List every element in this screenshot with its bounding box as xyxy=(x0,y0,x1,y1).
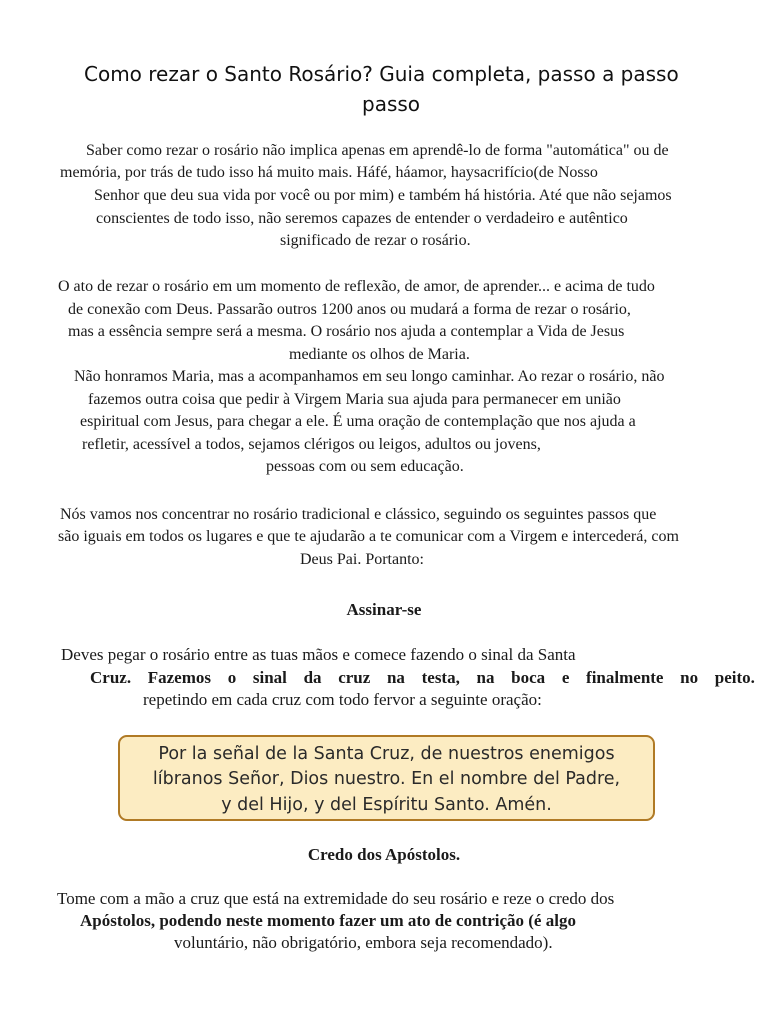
justified-word: peito. xyxy=(714,668,755,687)
justified-word: Fazemos xyxy=(147,668,212,687)
paragraph-2-line-4: mediante os olhos de Maria. xyxy=(289,346,470,363)
paragraph-4-line-1: Nós vamos nos concentrar no rosário tradicional e clássico, seguindo os seguintes passos que xyxy=(60,506,657,523)
section-2-line-3: voluntário, não obrigatório, embora seja recomendado). xyxy=(174,933,553,952)
prayer-line-2: líbranos Señor, Dios nuestro. En el nombre del Padre, xyxy=(152,769,621,789)
paragraph-2-line-1: O ato de rezar o rosário em um momento de reflexão, de amor, de aprender... e acima de tudo xyxy=(58,278,655,295)
paragraph-2-line-3: mas a essência sempre será a mesma. O rosário nos ajuda a contemplar a Vida de Jesus xyxy=(68,323,625,340)
justified-word: o xyxy=(227,668,237,687)
justified-word: cruz xyxy=(338,668,371,687)
section-1-line-3: repetindo em cada cruz com todo fervor a seguinte oração: xyxy=(143,690,542,709)
prayer-line-1: Por la señal de la Santa Cruz, de nuestros enemigos xyxy=(158,744,615,764)
justified-word: Cruz. xyxy=(90,668,132,687)
paragraph-2-line-2: de conexão com Deus. Passarão outros 1200 anos ou mudará a forma de rezar o rosário, xyxy=(68,301,631,318)
justified-word: no xyxy=(680,668,699,687)
section-1-line-1: Deves pegar o rosário entre as tuas mãos e comece fazendo o sinal da Santa xyxy=(61,645,576,664)
justified-word: e xyxy=(561,668,570,687)
prayer-box xyxy=(118,735,655,821)
justified-word: sinal xyxy=(252,668,287,687)
section-1-line-2 xyxy=(90,668,755,688)
paragraph-1-line-5: significado de rezar o rosário. xyxy=(280,232,471,249)
justified-word: da xyxy=(303,668,322,687)
justified-word: na xyxy=(476,668,495,687)
page-title-line2: passo xyxy=(362,92,421,116)
paragraph-3-line-1: Não honramos Maria, mas a acompanhamos em seu longo caminhar. Ao rezar o rosário, não xyxy=(74,368,665,385)
justified-word: na xyxy=(386,668,405,687)
page-title-line1: Como rezar o Santo Rosário? Guia completa, passo a passo xyxy=(84,62,679,86)
paragraph-1-line-4: conscientes de todo isso, não seremos capazes de entender o verdadeiro e autêntico xyxy=(96,210,628,227)
paragraph-1-line-1: Saber como rezar o rosário não implica apenas em aprendê-lo de forma "automática" ou de xyxy=(86,142,669,159)
paragraph-3-line-5: pessoas com ou sem educação. xyxy=(266,458,464,475)
justified-word: finalmente xyxy=(586,668,664,687)
section-heading-assinar: Assinar-se xyxy=(346,600,422,619)
justified-word: testa, xyxy=(421,668,460,687)
paragraph-4-line-2: são iguais em todos os lugares e que te ajudarão a te comunicar com a Virgem e intercederá, com xyxy=(58,528,679,545)
paragraph-1-line-2: memória, por trás de tudo isso há muito mais. Háfé, háamor, haysacrifício(de Nosso xyxy=(60,164,598,181)
section-2-line-2: Apóstolos, podendo neste momento fazer um ato de contrição (é algo xyxy=(80,911,576,930)
section-heading-credo: Credo dos Apóstolos. xyxy=(307,845,461,864)
justified-word: boca xyxy=(511,668,546,687)
prayer-line-3: y del Hijo, y del Espíritu Santo. Amén. xyxy=(221,795,552,815)
paragraph-3-line-2: fazemos outra coisa que pedir à Virgem Maria sua ajuda para permanecer em união xyxy=(88,391,621,408)
paragraph-3-line-3: espiritual com Jesus, para chegar a ele. É uma oração de contemplação que nos ajuda a xyxy=(80,413,636,430)
paragraph-1-line-3: Senhor que deu sua vida por você ou por mim) e também há história. Até que não sejamos xyxy=(94,187,672,204)
paragraph-3-line-4: refletir, acessível a todos, sejamos clérigos ou leigos, adultos ou jovens, xyxy=(82,436,541,453)
paragraph-4-line-3: Deus Pai. Portanto: xyxy=(300,551,424,568)
section-2-line-1: Tome com a mão a cruz que está na extremidade do seu rosário e reze o credo dos xyxy=(57,889,615,908)
